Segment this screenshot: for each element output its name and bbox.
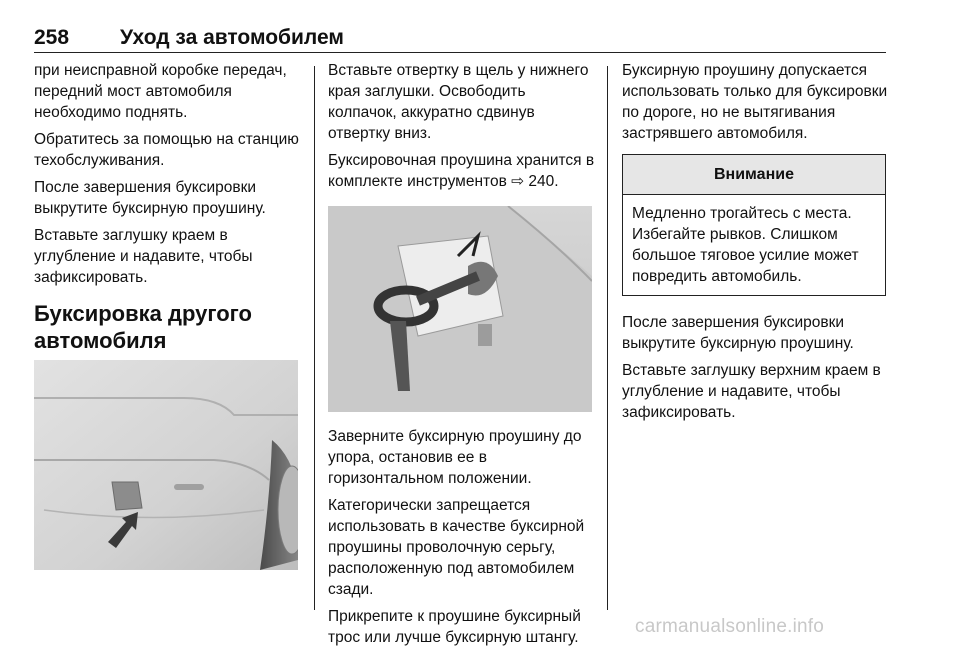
- paragraph: при неисправной коробке передач, передний мост автомобиля необходимо поднять.: [34, 62, 287, 121]
- column-3: [622, 60, 892, 429]
- chapter-title: Уход за автомобилем: [120, 26, 344, 49]
- column-2: [328, 60, 596, 654]
- column-1: [34, 60, 300, 580]
- rear-bumper-illustration: [34, 360, 298, 570]
- paragraph: Заверните буксирную проушину до упора, остановив ее в горизонтальном положении.: [328, 428, 582, 487]
- watermark: carmanualsonline.info: [635, 616, 825, 637]
- notice-title: Внимание: [623, 155, 885, 195]
- paragraph: Вставьте отвертку в щель у нижнего края заглушки. Освободить колпачок, аккуратно сдвинув отвертку вниз.: [328, 62, 589, 142]
- page-number: 258: [34, 26, 70, 49]
- warning-notice: [622, 154, 886, 296]
- paragraph: Обратитесь за помощью на станцию техобслуживания.: [34, 131, 299, 169]
- paragraph: После завершения буксировки выкрутите буксирную проушину.: [34, 179, 266, 217]
- paragraph: Вставьте заглушку верхним краем в углубление и надавите, чтобы зафиксировать.: [622, 362, 881, 421]
- column-divider: [607, 66, 608, 610]
- paragraph: Буксировочная проушина хранится в комплекте инструментов ⇨ 240.: [328, 152, 595, 190]
- page-header: [34, 26, 886, 53]
- paragraph: Прикрепите к проушине буксирный трос или лучше буксирную штангу.: [328, 608, 581, 646]
- paragraph: Категорически запрещается использовать в качестве буксирной проушины проволочную серьгу, расположенную под автомобилем сзади.: [328, 497, 585, 598]
- paragraph: Буксирную проушину допускается использовать только для буксировки по дороге, но не вытягивания застрявшего автомобиля.: [622, 62, 888, 142]
- paragraph: После завершения буксировки выкрутите буксирную проушину.: [622, 314, 854, 352]
- section-heading: Буксировка другого автомобиля: [34, 301, 252, 353]
- towing-eye-illustration: [328, 206, 592, 412]
- paragraph: Вставьте заглушку краем в углубление и надавите, чтобы зафиксировать.: [34, 227, 253, 286]
- column-divider: [314, 66, 315, 610]
- notice-body: Медленно трогайтесь с места. Избегайте рывков. Слишком большое тяговое усилие может повредить автомобиль.: [632, 205, 859, 285]
